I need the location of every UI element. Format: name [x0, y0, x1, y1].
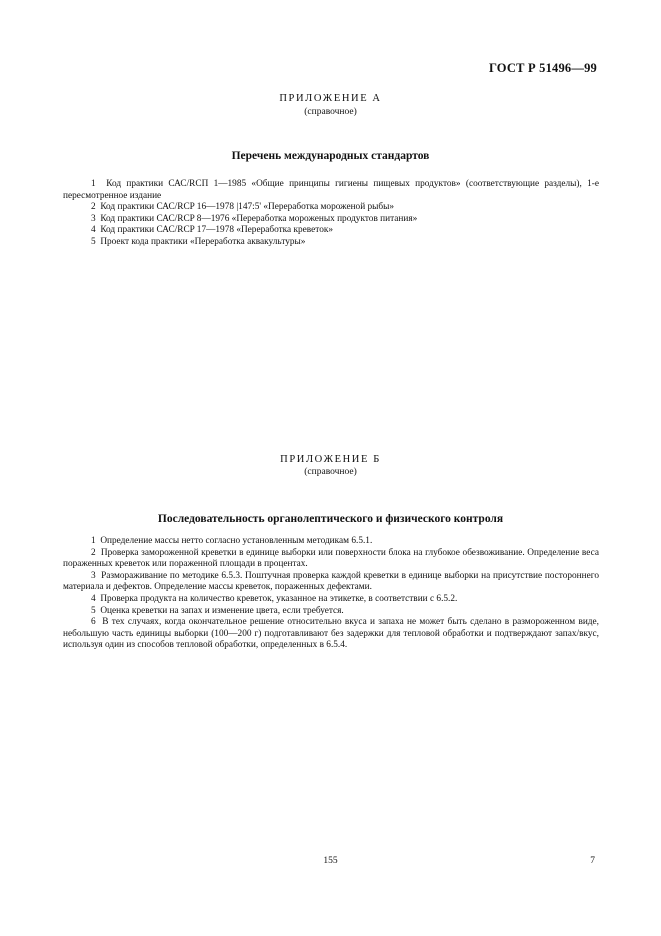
appendix-a-note: (справочное) [304, 107, 357, 117]
item-number: 4 [91, 225, 96, 236]
item-text: Проверка замороженной креветки в единице выборки или поверхности блока на глубокое обезвоживание. Определение веса пораженных креветок или пораженной площади в процентах. [63, 547, 599, 570]
sheet-number: 7 [590, 856, 595, 866]
item-text: Оценка креветки на запах и изменение цвета, если требуется. [100, 605, 344, 616]
list-item [63, 202, 599, 214]
item-number: 3 [91, 213, 96, 224]
item-text: Размораживание по методике 6.5.3. Поштучная проверка каждой креветки в единице выборки на присутствие постороннего материала и дефектов. Определение массы креветок, пораженных дефектами. [63, 570, 599, 593]
standards-list [63, 179, 599, 249]
list-item [63, 617, 599, 652]
item-text: Проект кода практики «Переработка аквакультуры» [100, 236, 306, 247]
item-text: Код практики САС/RCP 16—1978 |147:5' «Переработка мороженой рыбы» [100, 202, 395, 213]
list-item [63, 548, 599, 571]
list-item [63, 536, 599, 548]
list-item [63, 571, 599, 594]
list-item [63, 594, 599, 606]
item-number: 1 [91, 536, 96, 546]
document-code: ГОСТ Р 51496—99 [488, 61, 597, 75]
item-number: 2 [91, 202, 96, 213]
item-text: Код практики САС/RСП 1—1985 «Общие принципы гигиены пищевых продуктов» (соответствующие разделы), 1-е пересмотренное издание [63, 179, 599, 201]
list-item [63, 225, 599, 237]
item-text: Определение массы нетто согласно установленным методикам 6.5.1. [100, 536, 373, 546]
item-text: Код практики САС/RCP 8—1976 «Переработка мороженых продуктов питания» [100, 213, 418, 224]
item-number: 5 [91, 236, 96, 247]
item-text: В тех случаях, когда окончательное решение относительно вкуса и запаха не может быть сделано в размороженном виде, небольшую часть единицы выборки (100—200 г) подготавливают без задержки для тепловой обработки и подтверждают запах/вкус, используя один из способов тепловой обработки, определенных в 6.5.4. [63, 617, 599, 651]
item-number: 4 [91, 593, 96, 604]
list-item [63, 179, 599, 202]
list-item [63, 237, 599, 249]
item-number: 1 [91, 179, 96, 189]
appendix-a-label: ПРИЛОЖЕНИЕ А [279, 93, 382, 104]
appendix-b-label: ПРИЛОЖЕНИЕ Б [280, 454, 381, 465]
appendix-a-title: Перечень международных стандартов [231, 150, 430, 162]
item-number: 6 [91, 617, 96, 628]
item-number: 2 [91, 547, 96, 558]
page-number: 155 [323, 856, 338, 866]
appendix-b-title: Последовательность органолептического и физического контроля [157, 513, 504, 525]
appendix-b-note: (справочное) [304, 467, 357, 477]
list-item [63, 606, 599, 618]
control-sequence-list [63, 536, 599, 652]
list-item [63, 214, 599, 226]
item-number: 5 [91, 605, 96, 616]
item-number: 3 [91, 570, 96, 581]
item-text: Код практики САС/RCP 17—1978 «Переработка креветок» [100, 225, 334, 236]
item-text: Проверка продукта на количество креветок, указанное на этикетке, в соответствии с 6.5.2. [100, 593, 458, 604]
